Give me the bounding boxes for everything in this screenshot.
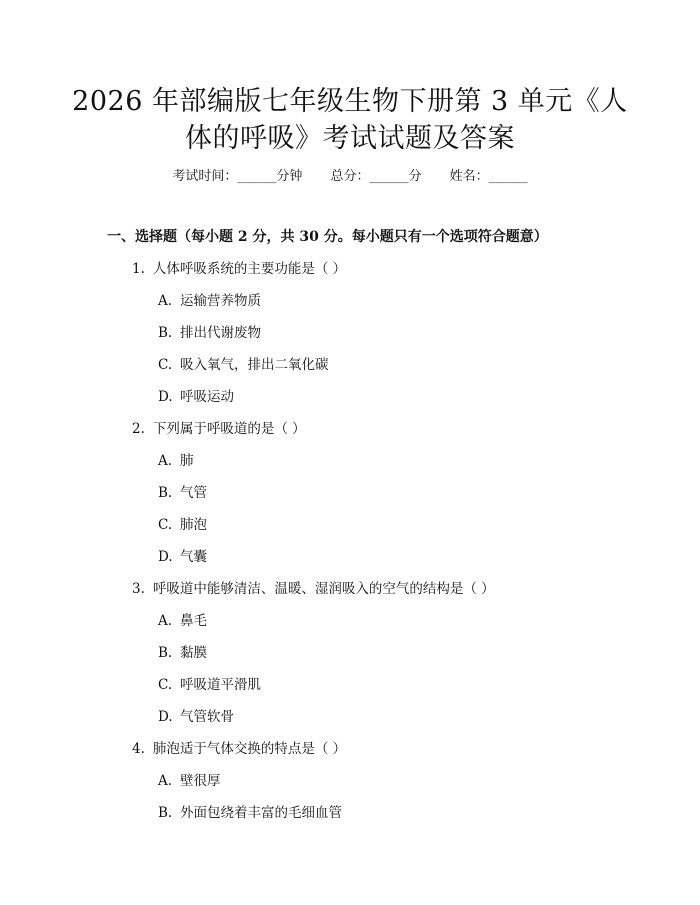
option-letter: C. xyxy=(158,677,173,693)
option-letter: A. xyxy=(158,453,173,469)
option-text: 外面包绕着丰富的毛细血管 xyxy=(180,805,342,821)
option-text: 黏膜 xyxy=(180,645,207,661)
exam-score: 总分：______分 xyxy=(330,169,422,184)
option-text: 肺泡 xyxy=(180,517,207,533)
exam-time: 考试时间：______分钟 xyxy=(172,169,303,184)
option-text: 运输营养物质 xyxy=(180,293,261,309)
option-text: 肺 xyxy=(180,453,194,469)
option-1c xyxy=(158,355,329,375)
option-text: 气管软骨 xyxy=(180,709,234,725)
exam-info xyxy=(0,167,700,187)
section-heading: 一、选择题（每小题 2 分，共 30 分。每小题只有一个选项符合题意） xyxy=(107,229,548,245)
option-3c xyxy=(158,675,261,695)
question-2 xyxy=(132,419,306,439)
option-1a xyxy=(158,291,261,311)
option-text: 鼻毛 xyxy=(180,613,207,629)
option-letter: D. xyxy=(158,709,173,725)
question-text: 人体呼吸系统的主要功能是（ ） xyxy=(152,261,347,277)
option-letter: B. xyxy=(158,325,173,341)
option-letter: A. xyxy=(158,293,173,309)
question-text: 呼吸道中能够清洁、温暖、湿润吸入的空气的结构是（ ） xyxy=(152,581,495,597)
option-4a xyxy=(158,771,221,791)
option-3a xyxy=(158,611,207,631)
option-text: 排出代谢废物 xyxy=(180,325,261,341)
option-3d xyxy=(158,707,234,727)
page-title xyxy=(60,83,640,157)
option-letter: B. xyxy=(158,485,173,501)
title-line-2: 体的呼吸》考试试题及答案 xyxy=(185,123,515,154)
option-letter: D. xyxy=(158,389,173,405)
question-number: 4. xyxy=(132,741,145,757)
option-text: 气囊 xyxy=(180,549,207,565)
title-line-1: 2026 年部编版七年级生物下册第 3 单元《人 xyxy=(72,86,628,117)
question-3 xyxy=(132,579,495,599)
option-letter: D. xyxy=(158,549,173,565)
option-text: 壁很厚 xyxy=(180,773,221,789)
option-text: 吸入氧气，排出二氧化碳 xyxy=(180,357,329,373)
option-text: 呼吸道平滑肌 xyxy=(180,677,261,693)
option-2a xyxy=(158,451,194,471)
option-letter: B. xyxy=(158,805,173,821)
question-number: 1. xyxy=(132,261,145,277)
option-letter: A. xyxy=(158,773,173,789)
option-letter: A. xyxy=(158,613,173,629)
question-text: 肺泡适于气体交换的特点是（ ） xyxy=(152,741,347,757)
option-letter: C. xyxy=(158,357,173,373)
question-number: 3. xyxy=(132,581,145,597)
option-4b xyxy=(158,803,342,823)
option-2d xyxy=(158,547,207,567)
option-3b xyxy=(158,643,207,663)
option-text: 气管 xyxy=(180,485,207,501)
question-number: 2. xyxy=(132,421,145,437)
question-text: 下列属于呼吸道的是（ ） xyxy=(152,421,306,437)
option-text: 呼吸运动 xyxy=(180,389,234,405)
student-name: 姓名：______ xyxy=(449,169,528,184)
question-1 xyxy=(132,259,346,279)
option-1b xyxy=(158,323,261,343)
question-4 xyxy=(132,739,346,759)
option-2c xyxy=(158,515,207,535)
option-letter: C. xyxy=(158,517,173,533)
option-letter: B. xyxy=(158,645,173,661)
option-2b xyxy=(158,483,207,503)
option-1d xyxy=(158,387,234,407)
